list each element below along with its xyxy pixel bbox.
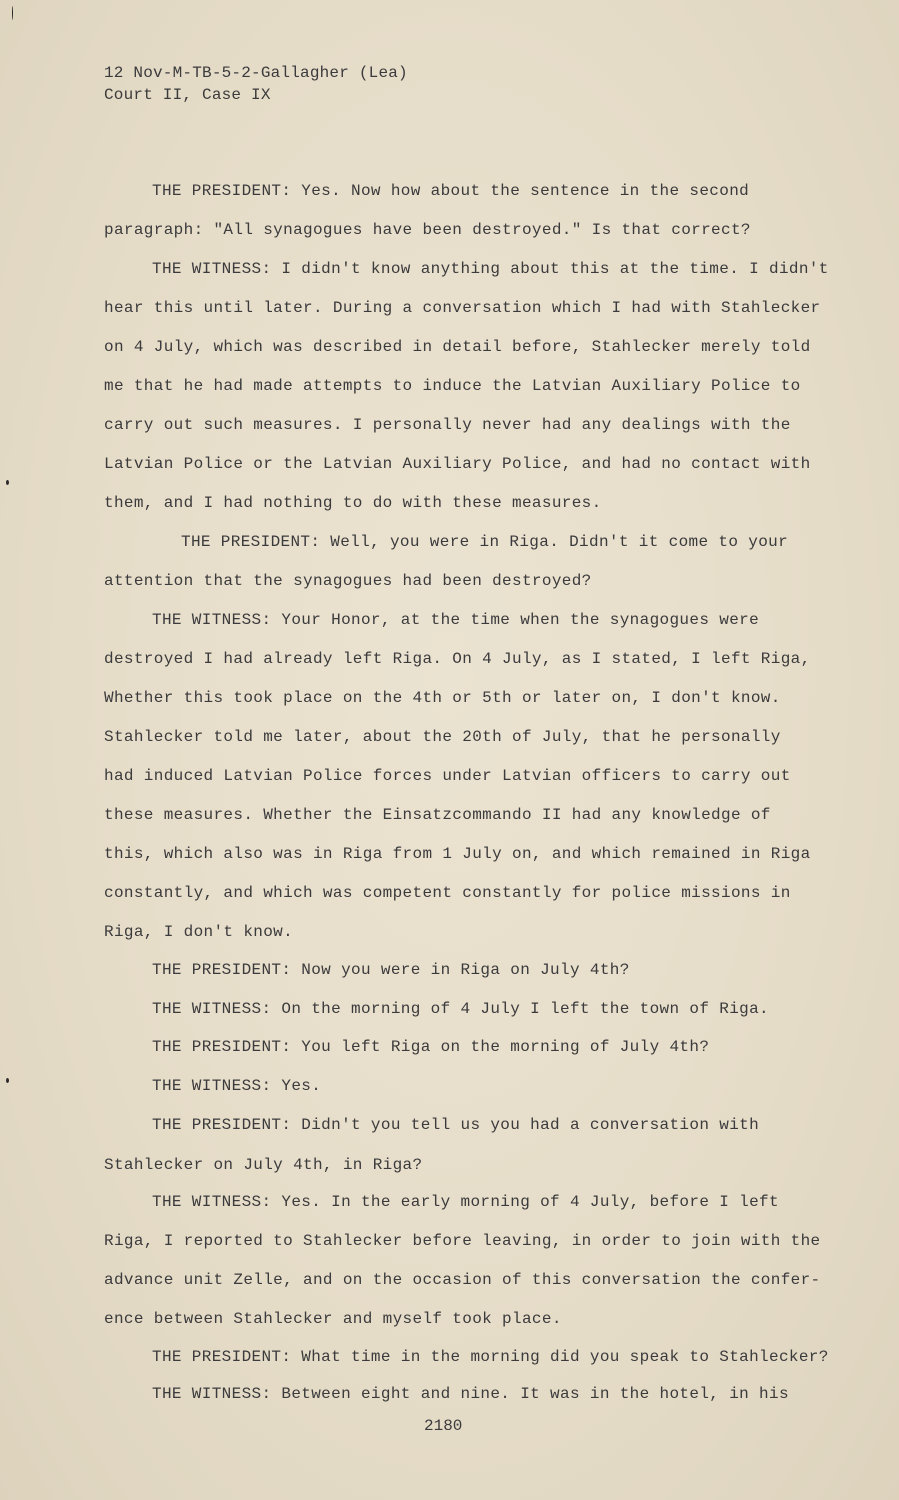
text-line: THE PRESIDENT: What time in the morning did you speak to Stahlecker? — [152, 1348, 829, 1366]
text-line: carry out such measures. I personally never had any dealings with the — [104, 416, 791, 434]
text-line: THE WITNESS: Yes. In the early morning of 4 July, before I left — [152, 1193, 779, 1211]
header-line-1: 12 Nov-M-TB-5-2-Gallagher (Lea) — [104, 64, 408, 82]
margin-speck — [12, 6, 13, 20]
text-line: attention that the synagogues had been destroyed? — [104, 572, 592, 590]
text-line: paragraph: "All synagogues have been destroyed." Is that correct? — [104, 221, 751, 239]
document-header — [104, 62, 408, 106]
text-line: advance unit Zelle, and on the occasion of this conversation the confer- — [104, 1271, 821, 1289]
text-line: THE PRESIDENT: Now you were in Riga on July 4th? — [152, 961, 630, 979]
header-line-2: Court II, Case IX — [104, 86, 271, 104]
margin-speck — [6, 480, 9, 485]
margin-speck — [6, 1078, 9, 1083]
text-line: THE PRESIDENT: Yes. Now how about the sentence in the second — [152, 182, 750, 200]
text-line: destroyed I had already left Riga. On 4 July, as I stated, I left Riga, — [104, 650, 811, 668]
text-line: THE WITNESS: Your Honor, at the time when the synagogues were — [152, 611, 760, 629]
text-line: THE PRESIDENT: You left Riga on the morning of July 4th? — [152, 1038, 710, 1056]
text-line: Riga, I reported to Stahlecker before leaving, in order to join with the — [104, 1232, 821, 1250]
text-line: THE WITNESS: Between eight and nine. It was in the hotel, in his — [152, 1385, 789, 1403]
text-line: THE PRESIDENT: Well, you were in Riga. Didn't it come to your — [181, 533, 789, 551]
text-line: on 4 July, which was described in detail before, Stahlecker merely told — [104, 338, 811, 356]
text-line: THE WITNESS: I didn't know anything about this at the time. I didn't — [152, 260, 829, 278]
text-line: ence between Stahlecker and myself took place. — [104, 1310, 562, 1328]
text-line: THE WITNESS: Yes. — [152, 1077, 322, 1095]
text-line: THE PRESIDENT: Didn't you tell us you had a conversation with — [152, 1116, 760, 1134]
text-line: this, which also was in Riga from 1 July on, and which remained in Riga — [104, 845, 811, 863]
text-line: had induced Latvian Police forces under Latvian officers to carry out — [104, 767, 791, 785]
text-line: THE WITNESS: On the morning of 4 July I left the town of Riga. — [152, 1000, 769, 1018]
text-line: Riga, I don't know. — [104, 923, 294, 941]
text-line: these measures. Whether the Einsatzcommando II had any knowledge of — [104, 806, 771, 824]
text-line: Stahlecker told me later, about the 20th of July, that he personally — [104, 728, 781, 746]
text-line: Latvian Police or the Latvian Auxiliary Police, and had no contact with — [104, 455, 811, 473]
text-line: Whether this took place on the 4th or 5th or later on, I don't know. — [104, 689, 781, 707]
text-line: them, and I had nothing to do with these measures. — [104, 494, 602, 512]
text-line: constantly, and which was competent constantly for police missions in — [104, 884, 791, 902]
text-line: me that he had made attempts to induce the Latvian Auxiliary Police to — [104, 377, 801, 395]
text-line: hear this until later. During a conversation which I had with Stahlecker — [104, 299, 821, 317]
text-line: Stahlecker on July 4th, in Riga? — [104, 1156, 423, 1174]
page-number: 2180 — [424, 1417, 463, 1435]
